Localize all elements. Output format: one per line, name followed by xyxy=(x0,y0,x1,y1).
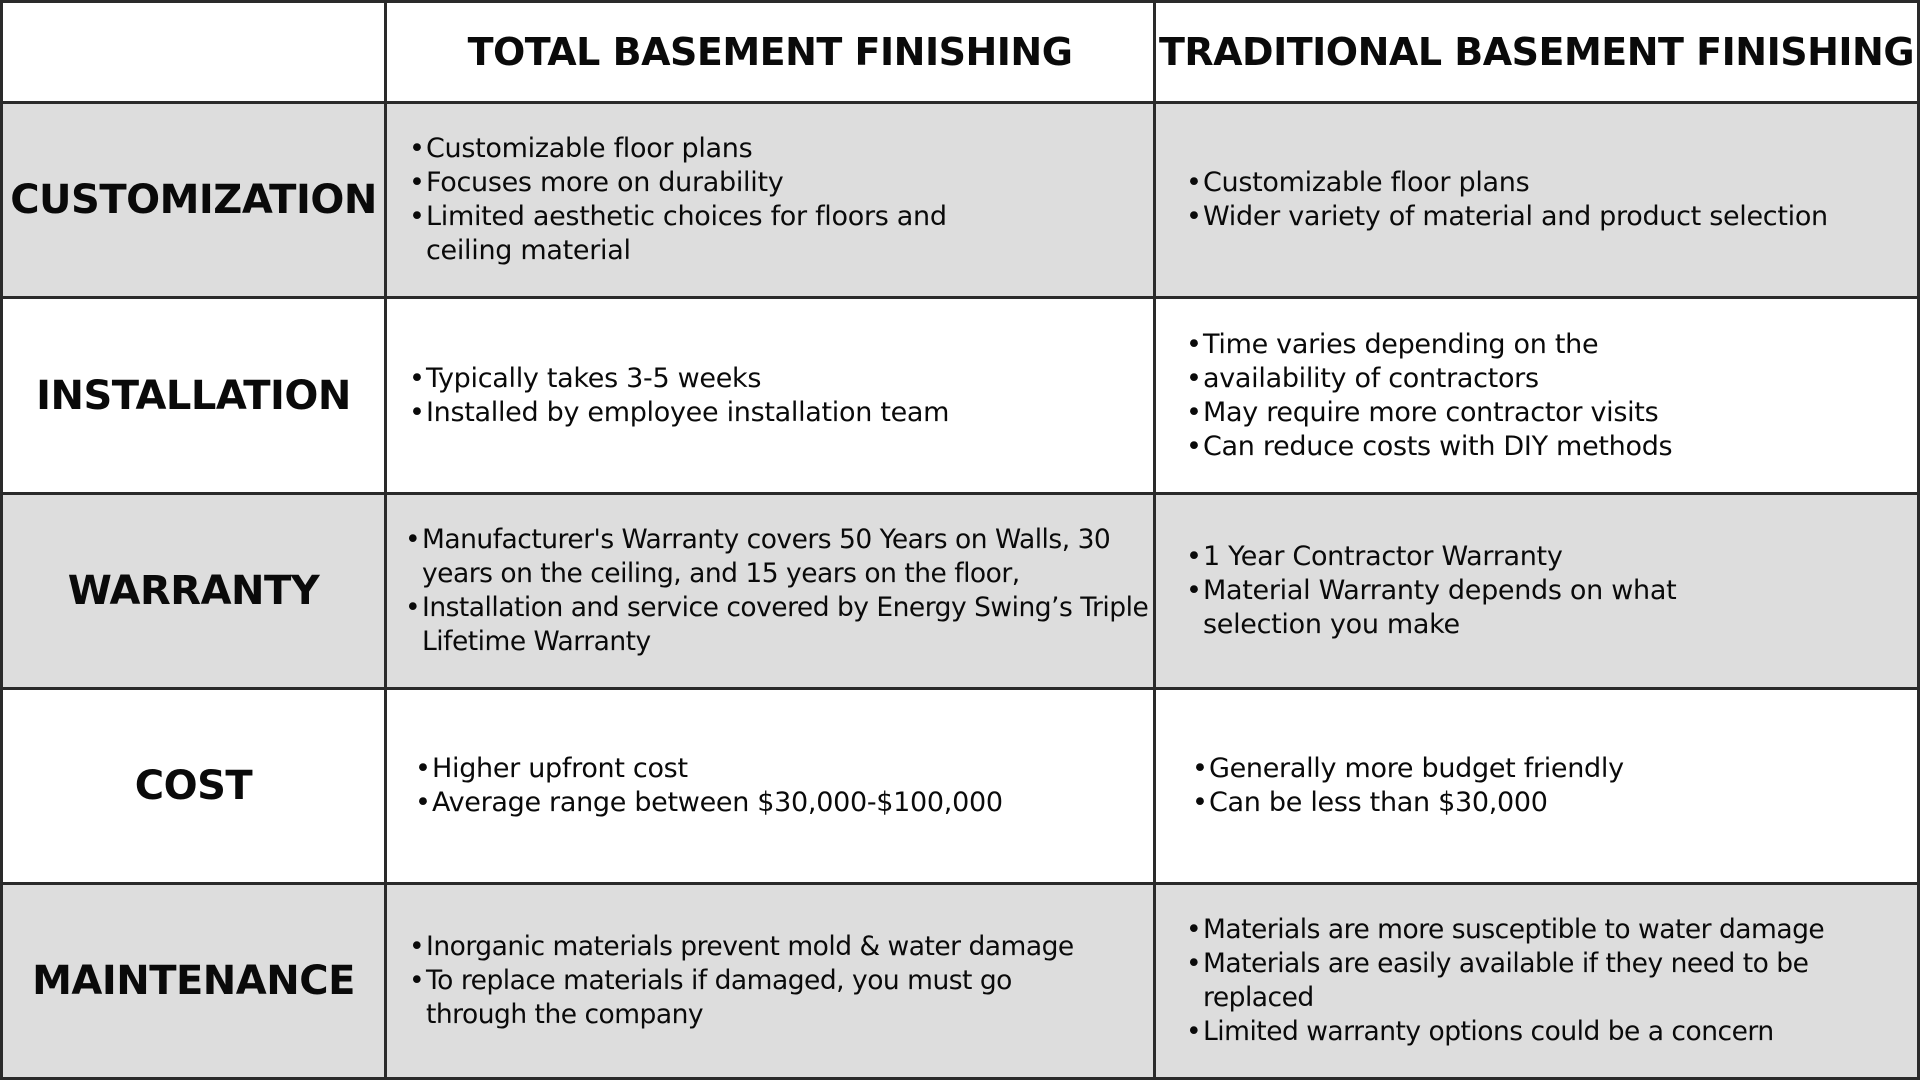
list-item: • Time varies depending on the xyxy=(1186,328,1672,362)
list-item: • Typically takes 3-5 weeks xyxy=(409,362,949,396)
cell-cost-total xyxy=(387,690,1156,885)
bullet-list xyxy=(1186,328,1672,464)
bullet-list xyxy=(1192,752,1624,820)
list-item: • Manufacturer's Warranty covers 50 Years on Walls, 30 years on the ceiling, and 15 years on the floor, xyxy=(405,523,1149,591)
bullet-list xyxy=(409,362,949,430)
bullet-list xyxy=(405,523,1149,659)
list-item: • Customizable floor plans xyxy=(1186,166,1828,200)
list-item: • Inorganic materials prevent mold & water damage xyxy=(409,930,1106,964)
bullet-list xyxy=(1186,913,1883,1049)
column-title-traditional: TRADITIONAL BASEMENT FINISHING xyxy=(1158,30,1915,74)
list-item: • Customizable floor plans xyxy=(409,132,986,166)
row-label-text: INSTALLATION xyxy=(36,372,351,419)
cell-customization-total xyxy=(387,104,1156,299)
bullet-list xyxy=(409,132,986,268)
cell-maintenance-total xyxy=(387,885,1156,1080)
list-item: • Can be less than $30,000 xyxy=(1192,786,1624,820)
row-label-text: CUSTOMIZATION xyxy=(10,177,377,223)
list-item: • Materials are easily available if they need to be replaced xyxy=(1186,947,1883,1015)
cell-cost-traditional xyxy=(1156,690,1920,885)
cell-installation-total xyxy=(387,299,1156,495)
row-label-maintenance xyxy=(0,885,387,1080)
list-item: • Focuses more on durability xyxy=(409,166,986,200)
row-label-text: WARRANTY xyxy=(67,568,320,614)
cell-customization-traditional xyxy=(1156,104,1920,299)
list-item: • Can reduce costs with DIY methods xyxy=(1186,430,1672,464)
list-item: • Average range between $30,000-$100,000 xyxy=(415,786,1003,820)
list-item: • availability of contractors xyxy=(1186,362,1672,396)
column-header-traditional xyxy=(1156,0,1920,104)
list-item: • Material Warranty depends on what selection you make xyxy=(1186,574,1763,642)
list-item: • Limited aesthetic choices for floors and ceiling material xyxy=(409,200,986,268)
list-item: • Higher upfront cost xyxy=(415,752,1003,786)
list-item: • Wider variety of material and product selection xyxy=(1186,200,1828,234)
row-label-customization xyxy=(0,104,387,299)
corner-cell xyxy=(0,0,387,104)
column-header-total xyxy=(387,0,1156,104)
cell-warranty-total xyxy=(387,495,1156,690)
list-item: • Limited warranty options could be a concern xyxy=(1186,1015,1883,1049)
row-label-text: COST xyxy=(134,763,253,809)
bullet-list xyxy=(409,930,1106,1032)
column-title-total: TOTAL BASEMENT FINISHING xyxy=(467,30,1073,74)
bullet-list xyxy=(1186,166,1828,234)
list-item: • Installed by employee installation team xyxy=(409,396,949,430)
list-item: • Installation and service covered by Energy Swing’s Triple Lifetime Warranty xyxy=(405,591,1149,659)
cell-warranty-traditional xyxy=(1156,495,1920,690)
row-label-installation xyxy=(0,299,387,495)
row-label-warranty xyxy=(0,495,387,690)
list-item: • 1 Year Contractor Warranty xyxy=(1186,540,1763,574)
row-label-text: MAINTENANCE xyxy=(32,958,355,1004)
cell-maintenance-traditional xyxy=(1156,885,1920,1080)
cell-installation-traditional xyxy=(1156,299,1920,495)
bullet-list xyxy=(415,752,1003,820)
list-item: • To replace materials if damaged, you must go through the company xyxy=(409,964,1106,1032)
list-item: • May require more contractor visits xyxy=(1186,396,1672,430)
list-item: • Generally more budget friendly xyxy=(1192,752,1624,786)
list-item: • Materials are more susceptible to water damage xyxy=(1186,913,1883,947)
row-label-cost xyxy=(0,690,387,885)
bullet-list xyxy=(1186,540,1763,642)
